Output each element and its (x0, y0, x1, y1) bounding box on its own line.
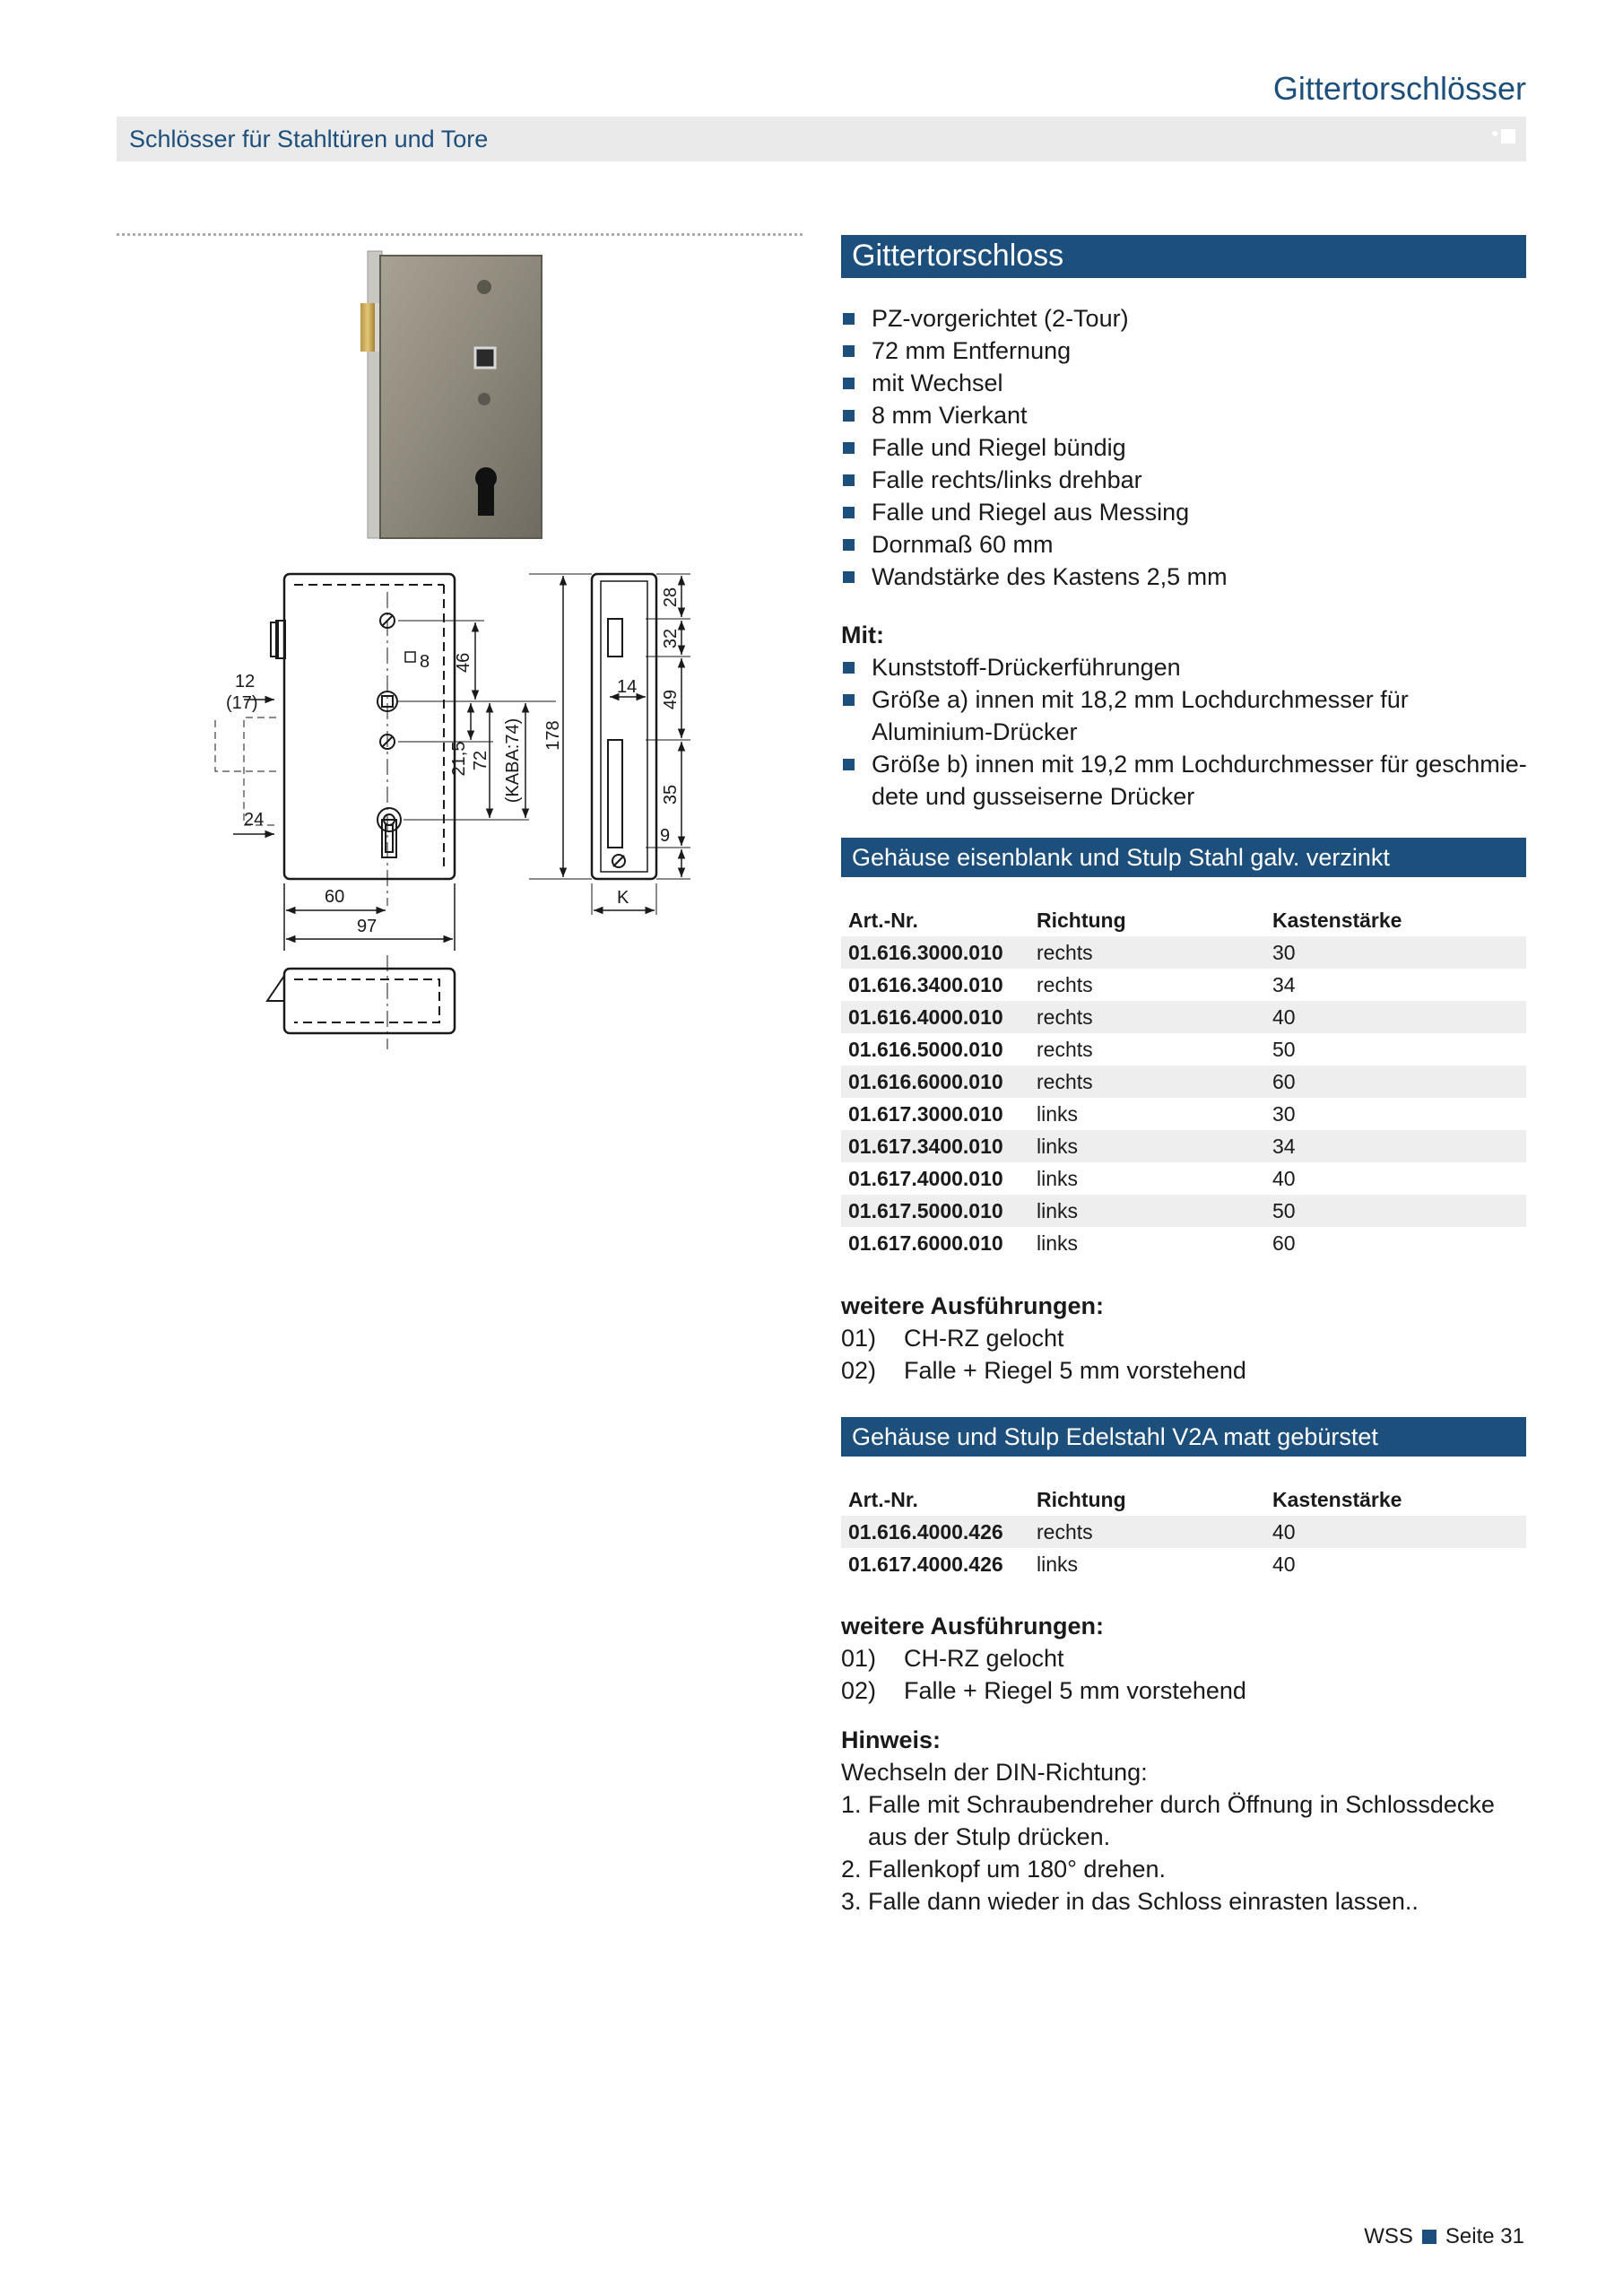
list-item: 01) CH-RZ gelocht (841, 1325, 1064, 1352)
article-table-v2a (841, 1483, 1526, 1580)
section-title: Gehäuse und Stulp Edelstahl V2A matt gebürstet (852, 1423, 1378, 1450)
variants-galv (841, 1290, 1532, 1387)
dim-17: (17) (226, 693, 258, 713)
list-item: mit Wechsel (841, 367, 1532, 399)
mit-heading: Mit: (841, 622, 884, 648)
hint-intro: Wechseln der DIN-Richtung: (841, 1759, 1148, 1786)
bullet-icon (843, 507, 855, 518)
product-photo (360, 251, 542, 538)
square-icon (1501, 129, 1515, 144)
section-bar-v2a (841, 1417, 1526, 1457)
list-item: 3. Falle dann wieder in das Schloss einrasten lassen.. (841, 1888, 1419, 1915)
column-header: Art.-Nr. (848, 1487, 918, 1511)
product-drawing (226, 251, 807, 1058)
list-item: Wandstärke des Kastens 2,5 mm (841, 561, 1532, 593)
section-title: Gehäuse eisenblank und Stulp Stahl galv. verzinkt (852, 844, 1390, 871)
dim-kaba: (KABA:74) (503, 718, 523, 804)
table-row: 01.616.3000.010 rechts 30 (841, 936, 1526, 969)
feature-list (841, 302, 1532, 593)
dim-12: 12 (235, 672, 256, 691)
list-item: Falle und Riegel bündig (841, 431, 1532, 464)
variants-heading: weitere Ausführungen: (841, 1613, 1105, 1639)
dim-9: 9 (660, 826, 671, 846)
subtitle-bar (117, 117, 1526, 161)
bullet-icon (843, 474, 855, 486)
footer (1364, 2224, 1524, 2249)
footer-brand: WSS (1364, 2224, 1413, 2248)
table-row: 01.617.3400.010 links 34 (841, 1130, 1526, 1162)
table-row: 01.617.4000.010 links 40 (848, 1166, 1296, 1190)
bullet-icon (843, 378, 855, 389)
page-title: Gittertorschlösser (1272, 70, 1526, 107)
variants-heading: weitere Ausführungen: (841, 1292, 1105, 1319)
dim-8: 8 (420, 652, 430, 672)
list-item: 72 mm Entfernung (841, 335, 1532, 367)
dim-49: 49 (661, 689, 681, 710)
table-header (841, 904, 1526, 936)
dot-icon (1492, 131, 1497, 136)
dim-24: 24 (244, 810, 265, 830)
dim-32: 32 (661, 628, 681, 649)
bullet-icon (843, 442, 855, 454)
dim-k: K (617, 888, 629, 908)
table-row: 01.616.6000.010 rechts 60 (841, 1065, 1526, 1098)
list-item: PZ-vorgerichtet (2-Tour) (841, 302, 1532, 335)
bullet-icon (843, 759, 855, 770)
bullet-icon (843, 313, 855, 325)
dim-178: 178 (543, 720, 563, 751)
table-row: 01.617.3000.010 links 30 (848, 1101, 1296, 1126)
bullet-icon (843, 345, 855, 357)
dim-21-5: 21,5 (449, 741, 469, 777)
table-row: 01.617.4000.426 links 40 (848, 1552, 1296, 1576)
subtitle: Schlösser für Stahltüren und Tore (129, 126, 489, 152)
list-item: 1. Falle mit Schraubendreher durch Öffnung in Schlossdecke aus der Stulp drücken. (841, 1791, 1495, 1850)
table-row: 01.616.3400.010 rechts 34 (848, 972, 1296, 996)
list-item: Dornmaß 60 mm (841, 528, 1532, 561)
bullet-icon (843, 410, 855, 422)
bullet-icon (843, 539, 855, 551)
product-title-bar (841, 235, 1526, 278)
mit-section (841, 619, 1532, 813)
square-icon (1422, 2230, 1436, 2244)
dim-72: 72 (471, 750, 490, 771)
table-row: 01.616.4000.426 rechts 40 (841, 1516, 1526, 1548)
list-item: Kunststoff-Drückerführungen (841, 651, 1532, 683)
column-header: Kastenstärke (1272, 908, 1402, 932)
column-header: Kastenstärke (1272, 1487, 1402, 1511)
list-item: 02) Falle + Riegel 5 mm vorstehend (841, 1677, 1246, 1704)
table-row: 01.616.4000.010 rechts 40 (841, 1001, 1526, 1033)
dim-97: 97 (357, 917, 378, 936)
dim-60: 60 (325, 887, 345, 907)
list-item: Größe b) innen mit 19,2 mm Lochdurchmesser für geschmie-dete und gusseiserne Drücker (841, 748, 1532, 813)
bullet-icon (843, 571, 855, 583)
bullet-icon (843, 694, 855, 706)
variants-v2a (841, 1610, 1532, 1707)
table-row: 01.617.6000.010 links 60 (848, 1231, 1296, 1255)
list-item: 8 mm Vierkant (841, 399, 1532, 431)
list-item: 02) Falle + Riegel 5 mm vorstehend (841, 1357, 1246, 1384)
article-table-galv (841, 904, 1526, 1259)
top-view (267, 955, 455, 1049)
hint-heading: Hinweis: (841, 1726, 942, 1753)
page-number: Seite 31 (1445, 2224, 1524, 2248)
dim-46: 46 (454, 652, 473, 673)
dotted-divider (117, 233, 803, 236)
dim-35: 35 (661, 784, 681, 805)
table-row: 01.617.5000.010 links 50 (841, 1195, 1526, 1227)
table-header (841, 1483, 1526, 1516)
hint-section (841, 1724, 1532, 1918)
list-item: Falle und Riegel aus Messing (841, 496, 1532, 528)
list-item: 2. Fallenkopf um 180° drehen. (841, 1856, 1167, 1883)
column-header: Richtung (1037, 1487, 1126, 1511)
dim-14: 14 (617, 677, 638, 697)
bullet-icon (843, 662, 855, 674)
list-item: Falle rechts/links drehbar (841, 464, 1532, 496)
section-bar-galv (841, 838, 1526, 877)
product-title: Gittertorschloss (852, 239, 1064, 273)
table-row: 01.616.5000.010 rechts 50 (848, 1037, 1296, 1061)
dim-28: 28 (661, 587, 681, 608)
list-item: 01) CH-RZ gelocht (841, 1645, 1064, 1672)
column-header: Richtung (1037, 908, 1126, 932)
column-header: Art.-Nr. (848, 908, 918, 932)
list-item: Größe a) innen mit 18,2 mm Lochdurchmesser für Aluminium-Drücker (841, 683, 1532, 748)
